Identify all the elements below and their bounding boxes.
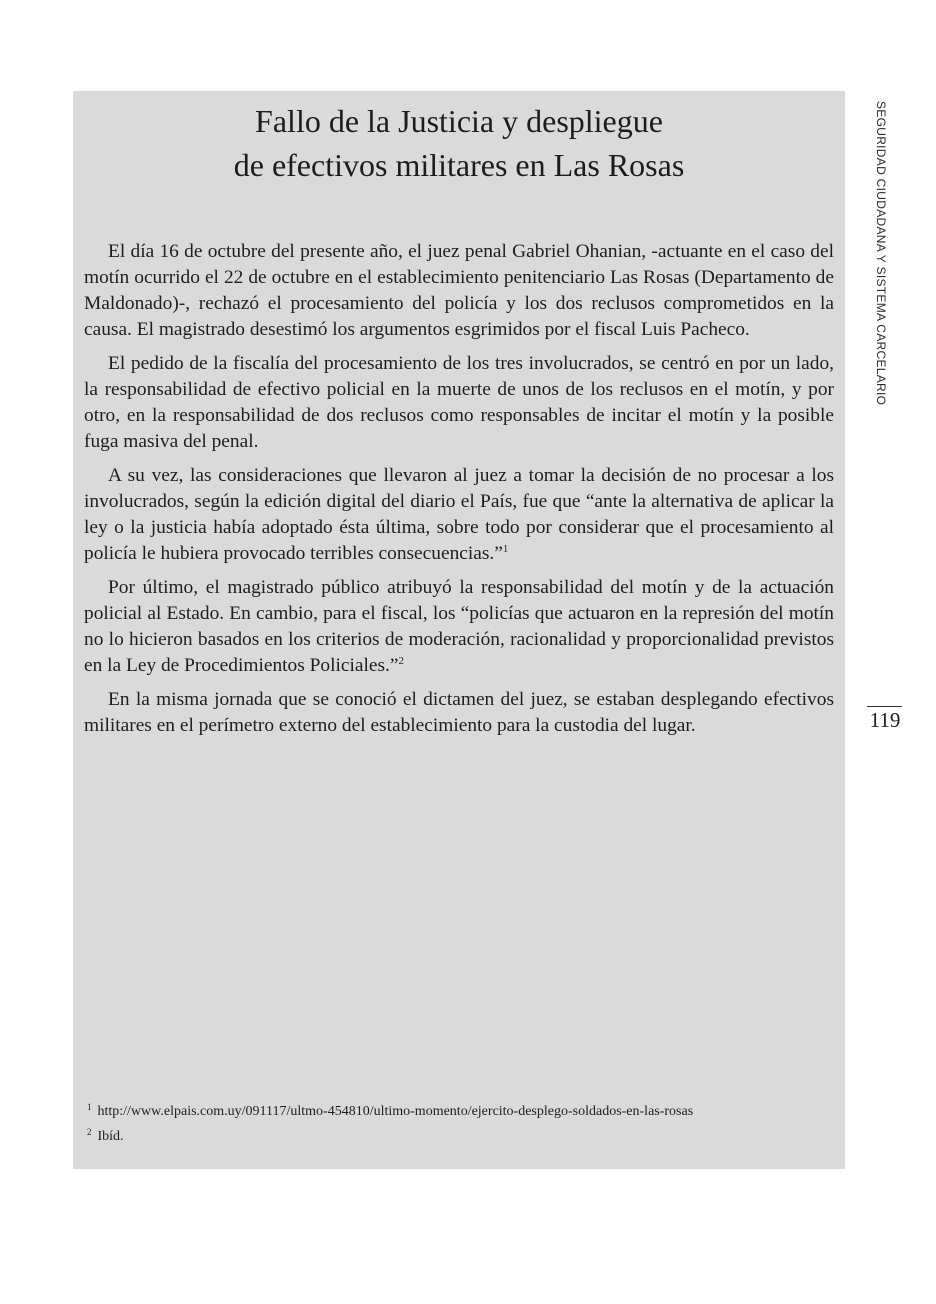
article-body bbox=[84, 239, 834, 747]
footnote-ref-1: 1 bbox=[502, 543, 509, 555]
title-line-1: Fallo de la Justicia y despliegue bbox=[255, 103, 663, 139]
paragraph-2-text: El pedido de la fiscalía del procesamiento de los tres involucrados, se centró en por un lado, la responsabilidad de efectivo policial en la muerte de unos de los reclusos en el motín, y por otro, en la responsabilidad de dos reclusos como responsables de incitar el motín y la posible fuga masiva del penal. bbox=[84, 353, 834, 452]
paragraph-4 bbox=[84, 575, 834, 679]
paragraph-1-text: El día 16 de octubre del presente año, el juez penal Gabriel Ohanian, -actuante en el caso del motín ocurrido el 22 de octubre en el establecimiento penitenciario Las Rosas (Departamento de Maldonado)-, rechazó el procesamiento del policía y los dos reclusos comprometidos en la causa. El magistrado desestimó los argumentos esgrimidos por el fiscal Luis Pacheco. bbox=[84, 241, 834, 340]
paragraph-4-text: Por último, el magistrado público atribuyó la responsabilidad del motín y de la actuación policial al Estado. En cambio, para el fiscal, los “policías que actuaron en la represión del motín no lo hicieron basados en los criterios de moderación, racionalidad y proporcionalidad previstos en la Ley de Procedimientos Policiales.” bbox=[84, 577, 834, 676]
footnote-1 bbox=[87, 1099, 837, 1124]
article-title bbox=[73, 99, 845, 187]
footnote-2 bbox=[87, 1124, 837, 1149]
footnotes bbox=[87, 1099, 837, 1149]
footnote-ref-2: 2 bbox=[398, 655, 404, 667]
article-box bbox=[73, 91, 845, 1169]
footnote-2-text: Ibíd. bbox=[97, 1129, 124, 1144]
title-line-2: de efectivos militares en Las Rosas bbox=[233, 147, 685, 183]
footnote-2-mark: 2 bbox=[87, 1127, 92, 1137]
paragraph-3-text: A su vez, las consideraciones que llevaron al juez a tomar la decisión de no procesar a los involucrados, según la edición digital del diario el País, fue que “ante la alternativa de aplicar la ley o la justicia había adoptado ésta última, sobre todo por considerar que el procesamiento al policía le hubiera provocado terribles consecuencias.” bbox=[84, 465, 834, 564]
paragraph-1 bbox=[84, 239, 834, 343]
footnote-1-mark: 1 bbox=[87, 1102, 92, 1112]
footnote-1-text: http://www.elpais.com.uy/091117/ultmo-454810/ultimo-momento/ejercito-desplego-soldados-en-las-rosas bbox=[97, 1104, 694, 1119]
paragraph-5-text: En la misma jornada que se conoció el dictamen del juez, se estaban desplegando efectivos militares en el perímetro externo del establecimiento para la custodia del lugar. bbox=[84, 689, 834, 736]
running-head: SEGURIDAD CIUDADANA Y SISTEMA CARCELARIO bbox=[874, 101, 888, 406]
paragraph-3 bbox=[84, 463, 834, 567]
paragraph-2 bbox=[84, 351, 834, 455]
paragraph-5 bbox=[84, 687, 834, 739]
page-number: 119 bbox=[869, 708, 901, 732]
